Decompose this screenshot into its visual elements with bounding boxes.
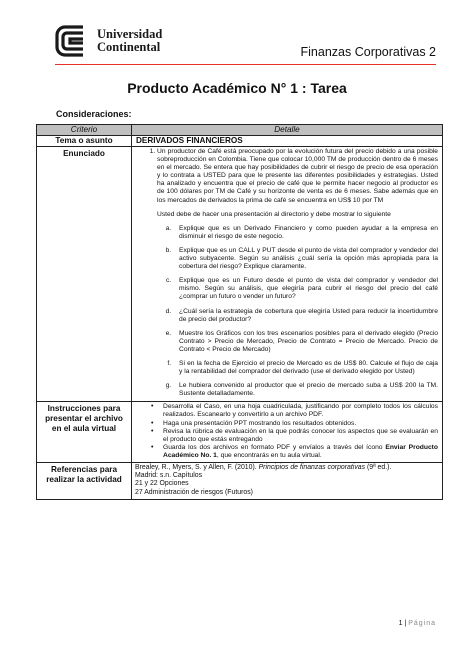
instructions-list <box>151 403 438 460</box>
statement-detail <box>132 147 443 402</box>
col-header-criterio: Criterio <box>37 125 132 136</box>
reference-line: Madrid: s.n. Capítulos <box>135 472 203 480</box>
question-item: a. Explique que es un Derivado Financiero y como pueden ayudar a la empresa en disminuir el riesgo de este negocio. <box>173 225 438 241</box>
header-divider <box>55 64 436 65</box>
topic-label: Tema o asunto <box>37 136 132 147</box>
statement-intro: 1. Un productor de Café está preocupado por la evolución futura del precio debido a una posible sobreproducción en Colombia. Tiene que colocar 10,000 TM de producción dentro de 6 meses en el mercado. Se entera que hay posibilidades de cubrir el riesgo de precio de esa operación y lo contrata a USTED para que le presente las diferentes posibilidades y estrategias. Usted ha analizado y encuentra que el precio de café que le permite hacer negocio al productor es de 100 dólares por TM de Café y su horizonte de venta es de 6 meses. Sabe además que en los mercados de derivados la prima de café se encuentra en US$ 10 por TM <box>157 148 438 205</box>
reference-line: 21 y 22 Opciones <box>135 480 189 488</box>
statement-row <box>37 147 443 402</box>
topic-value: DERIVADOS FINANCIEROS <box>132 136 443 147</box>
instruction-item: • Haga una presentación PPT mostrando los resultados obtenidos. <box>151 420 438 428</box>
references-label: Referencias para realizar la actividad <box>37 463 132 500</box>
page-footer: 1 | Página <box>398 620 436 627</box>
col-header-detalle: Detalle <box>132 125 443 136</box>
question-item: c. Explique que es un Futuro desde el punto de vista del comprador y vendedor del mismo. Según su análisis, que elegiría para cubrir el riesgo del precio del café ¿comprar un futuro o vender un futuro? <box>173 277 438 301</box>
logo-wordmark: Universidad Continental <box>97 27 163 54</box>
university-logo <box>55 22 162 60</box>
page-number: 1 <box>398 620 403 627</box>
submit-product-label: Enviar Producto Académico No. 1 <box>163 443 438 459</box>
instructions-detail <box>132 402 443 463</box>
question-item: g. Le hubiera convenido al productor que el precio de mercado suba a US$ 200 la TM. Sustente detalladamente. <box>173 382 438 398</box>
statement-list <box>149 148 438 205</box>
instruction-item: • Revisa la rúbrica de evaluación en la que podrás conocer los aspectos que se evaluarán en el producto que estás entregando <box>151 428 438 444</box>
instruction-item: • Guarda los dos archivos en formato PDF y envíalos a través del ícono Enviar Producto Académico No. 1, que encontrarás en tu aula virtual. <box>151 444 438 460</box>
statement-p2: Usted debe de hacer una presentación al directorio y debe mostrar lo siguiente <box>157 210 391 218</box>
references-row <box>37 463 443 500</box>
instructions-row <box>37 402 443 463</box>
considerations-heading: Consideraciones: <box>56 109 132 119</box>
questions-list <box>163 225 438 399</box>
reference-line: 27 Administración de riesgos (Futuros) <box>135 488 253 496</box>
references-detail <box>132 463 443 500</box>
table-header-row <box>37 125 443 136</box>
instruction-item: • Desarrolla el Caso, en una hoja cuadriculada, justificando por completo todos los cálculos realizados. Escanearlo y convertirlo a un archivo PDF. <box>151 403 438 419</box>
course-name: Finanzas Corporativas 2 <box>300 45 436 59</box>
topic-row <box>37 136 443 147</box>
question-item: d. ¿Cuál sería la estrategia de cobertura que elegiría Usted para reducir la incertidumbre de precio del productor? <box>173 308 438 324</box>
page-word: Página <box>408 620 436 627</box>
question-item: b. Explique que es un CALL y PUT desde el punto de vista del comprador y vendedor del activo subyacente. Según su análisis ¿cuál sería la opción más apropiada para la cobertura del riesgo? Explique claramente. <box>173 247 438 271</box>
instructions-label: Instrucciones para presentar el archivo en el aula virtual <box>37 402 132 463</box>
reference-line: Brealey, R., Myers, S. y Allen, F. (2010). Principios de finanzas corporativas (9ª ed.). <box>135 464 392 471</box>
question-item: e. Muestre los Gráficos con los tres escenarios posibles para el derivado elegido (Precio Contrato > Precio de Mercado, Precio de Contrato = Precio de Mercado. Precio de Contrato < Precio de Mercado) <box>173 330 438 354</box>
statement-label: Enunciado <box>37 147 132 402</box>
page-title: Producto Académico N° 1 : Tarea <box>127 80 347 96</box>
question-item: f. Si en la fecha de Ejercicio el precio de Mercado es de US$ 80. Calcule el flujo de caja y la rentabilidad del comprador del derivado (use el derivado elegido por Usted) <box>173 360 438 376</box>
assignment-table <box>36 124 443 500</box>
logo-mark-icon <box>55 23 91 59</box>
